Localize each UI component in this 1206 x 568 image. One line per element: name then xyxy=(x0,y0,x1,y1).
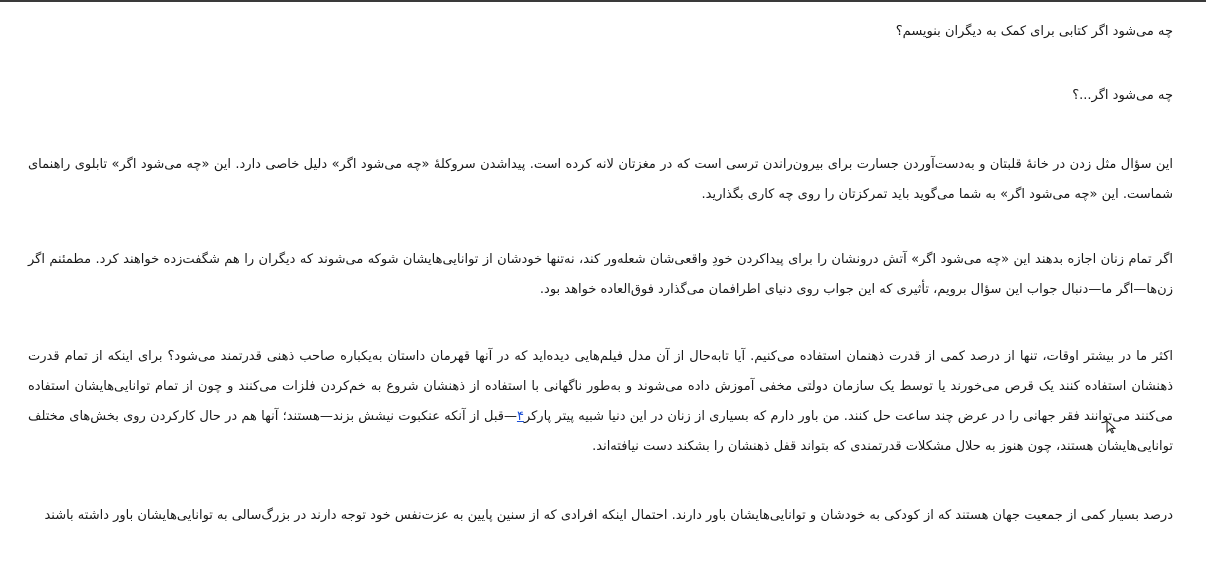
paragraph-3-text xyxy=(28,342,1173,462)
paragraph-1 xyxy=(28,150,1173,210)
mouse-pointer-icon xyxy=(1106,420,1116,434)
paragraph-3-part2: —قبل از آنکه عنکبوت نیشش بزند—هستند؛ آنها هم در حال کارکردن روی بخش‌های مختلف توانایی‌هایشان هستند، چون هنوز به حلال مشکلات قدرتمندی که بتواند قفل ذهنشان را بشکند دست نیافته‌اند. xyxy=(28,409,1173,454)
paragraph-4 xyxy=(28,501,1173,531)
paragraph-3-part1: اکثر ما در بیشتر اوقات، تنها از درصد کمی از قدرت ذهنمان استفاده می‌کنیم. آیا تابه‌حال از آن مدل فیلم‌هایی دیده‌اید که در آنها قهرمان داستان به‌یکباره صاحب ذهنی قدرتمند می‌شود؟ برای اینکه از تمام قدرت ذهنشان استفاده کنند یک قرص می‌خورند یا توسط یک سازمان دولتی مخفی آموزش داده می‌شوند و به‌طور ناگهانی با استفاده از ذهنشان شروع به خم‌کردن فلزات می‌کنند و چون از تمام توانایی‌هایشان استفاده می‌کنند می‌توانند فقر جهانی را در عرض چند ساعت حل کنند. من باور دارم که بسیاری از زنان در این دنیا شبیه پیتر پارکر xyxy=(28,349,1173,424)
document-body xyxy=(28,0,1173,568)
footnote-link[interactable]: ۴ xyxy=(516,409,524,424)
paragraph-1-text: این سؤال مثل زدن در خانهٔ قلبتان و به‌دست‌آوردن جسارت برای بیرون‌راندن ترسی است که در مغزتان لانه کرده است. پیداشدن سروکلهٔ «چه می‌شود اگر» دلیل خاصی دارد. این «چه می‌شود اگر» تابلوی راهنمای شماست. این «چه می‌شود اگر» به شما می‌گوید باید تمرکزتان را روی چه کاری بگذارید. xyxy=(28,157,1173,202)
paragraph-2-text: اگر تمام زنان اجازه بدهند این «چه می‌شود اگر» آتش درونشان را برای پیداکردن خودِ واقعی‌شان شعله‌ور کند، نه‌تنها خودشان از توانایی‌هایشان شوکه می‌شوند که دیگران را هم شگفت‌زده خواهند کرد. مطمئنم اگر زن‌ها—اگر ما—دنبال جواب این سؤال برویم، تأثیری که این جواب روی دنیای اطرافمان می‌گذارد فوق‌العاده خواهد بود. xyxy=(28,252,1173,297)
subheading: چه می‌شود اگر...؟ xyxy=(1072,88,1173,103)
paragraph-3 xyxy=(28,342,1173,462)
paragraph-4-text: درصد بسیار کمی از جمعیت جهان هستند که از کودکی به خودشان و توانایی‌هایشان باور دارند. احتمال اینکه افرادی که از سنین پایین به عزت‌نفس خود توجه دارند در بزرگ‌سالی به توانایی‌هایشان باور داشته باشند xyxy=(44,508,1173,523)
question-heading: چه می‌شود اگر کتابی برای کمک به دیگران بنویسم؟ xyxy=(895,24,1173,39)
paragraph-2 xyxy=(28,245,1173,305)
